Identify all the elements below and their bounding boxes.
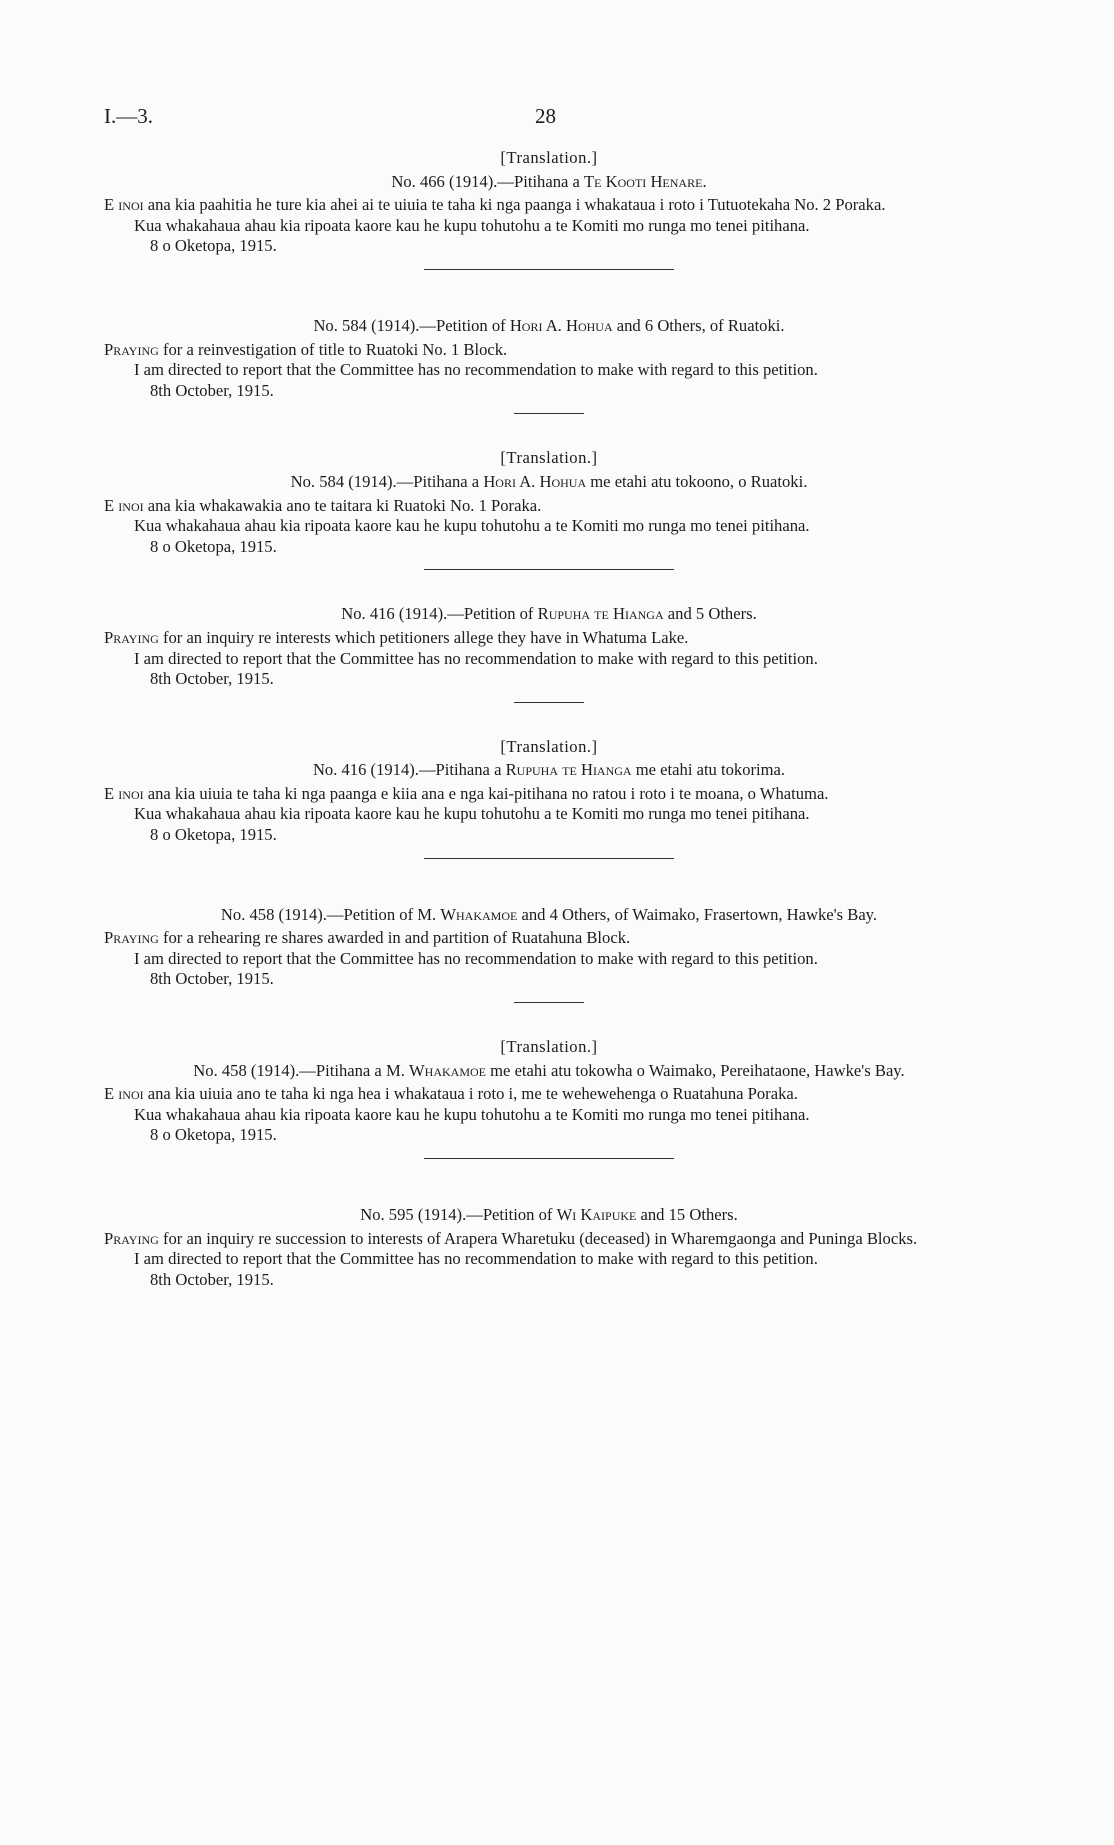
petition-section (104, 148, 994, 270)
petition-title: No. 584 (1914).—Pitihana a Hori A. Hohua me etahi atu tokoono, o Ruatoki. (290, 471, 808, 491)
petition-section (104, 1205, 994, 1290)
petition-section (104, 604, 994, 702)
committee-report: I am directed to report that the Committee has no recommendation to make with regard to this petition. (134, 948, 818, 968)
committee-report: Kua whakahaua ahau kia ripoata kaore kau he kupu tohutohu a te Komiti mo runga mo tenei pitihana. (134, 804, 810, 824)
petition-title: No. 595 (1914).—Petition of Wi Kaipuke and 15 Others. (360, 1205, 738, 1224)
translation-label: [Translation.] (500, 448, 598, 468)
petition-title: No. 458 (1914).—Pitihana a M. Whakamoe me etahi atu tokowha o Waimako, Pereihataone, Hawke's Bay. (193, 1060, 905, 1080)
committee-report: Kua whakahaua ahau kia ripoata kaore kau he kupu tohutohu a te Komiti mo runga mo tenei pitihana. (134, 215, 810, 235)
petition-title: No. 458 (1914).—Petition of M. Whakamoe and 4 Others, of Waimako, Frasertown, Hawke's Bay. (220, 904, 878, 924)
petitions-list (104, 148, 994, 1290)
report-date: 8th October, 1915. (150, 380, 274, 400)
petition-title: No. 466 (1914).—Pitihana a Te Kooti Henare. (391, 171, 707, 191)
petition-section (104, 448, 994, 570)
petition-section (104, 1037, 994, 1159)
report-date: 8th October, 1915. (150, 669, 274, 689)
report-date: 8 o Oketopa, 1915. (150, 1125, 277, 1145)
petition-prayer: Praying for an inquiry re interests which petitioners allege they have in Whatuma Lake. (104, 627, 689, 647)
committee-report: I am directed to report that the Committee has no recommendation to make with regard to this petition. (134, 648, 818, 668)
petition-section (104, 316, 994, 414)
petition-prayer: E inoi ana kia uiuia te taha ki nga paanga e kiia ana e nga kai-pitihana no ratou i roto i te moana, o Whatuma. (104, 783, 829, 803)
report-date: 8 o Oketopa, 1915. (150, 236, 277, 256)
petition-title: No. 584 (1914).—Petition of Hori A. Hohua and 6 Others, of Ruatoki. (313, 315, 785, 335)
petition-prayer: E inoi ana kia paahitia he ture kia ahei ai te uiuia te taha ki nga paanga i whakataua i roto i Tutuotekaha No. 2 Poraka. (104, 195, 886, 215)
petition-prayer: E inoi ana kia whakawakia ano te taitara ki Ruatoki No. 1 Poraka. (104, 495, 542, 515)
translation-label: [Translation.] (500, 148, 598, 167)
petition-section (104, 905, 994, 1003)
petition-prayer: Praying for a rehearing re shares awarded in and partition of Ruatahuna Block. (104, 928, 631, 948)
petition-title: No. 416 (1914).—Pitihana a Rupuha te Hianga me etahi atu tokorima. (312, 760, 786, 780)
report-date: 8th October, 1915. (150, 1269, 274, 1289)
petition-prayer: Praying for an inquiry re succession to interests of Arapera Wharetuku (deceased) in Wharemgaonga and Puninga Blocks. (104, 1228, 918, 1248)
translation-label: [Translation.] (500, 736, 598, 756)
committee-report: Kua whakahaua ahau kia ripoata kaore kau he kupu tohutohu a te Komiti mo runga mo tenei pitihana. (134, 1104, 810, 1124)
committee-report: I am directed to report that the Committee has no recommendation to make with regard to this petition. (134, 1249, 818, 1269)
translation-label: [Translation.] (500, 1037, 598, 1057)
page-number: 28 (535, 104, 556, 128)
committee-report: Kua whakahaua ahau kia ripoata kaore kau he kupu tohutohu a te Komiti mo runga mo tenei pitihana. (134, 516, 810, 536)
report-date: 8th October, 1915. (150, 969, 274, 989)
committee-report: I am directed to report that the Committee has no recommendation to make with regard to this petition. (134, 360, 818, 380)
petition-prayer: E inoi ana kia uiuia ano te taha ki nga hea i whakataua i roto i, me te wehewehenga o Ruatahuna Poraka. (104, 1084, 798, 1104)
petition-section (104, 737, 994, 859)
paper-reference: I.—3. (104, 104, 153, 128)
report-date: 8 o Oketopa, 1915. (150, 536, 277, 556)
report-date: 8 o Oketopa, 1915. (150, 825, 277, 845)
petition-prayer: Praying for a reinvestigation of title to Ruatoki No. 1 Block. (104, 339, 508, 359)
petition-title: No. 416 (1914).—Petition of Rupuha te Hianga and 5 Others. (341, 604, 757, 624)
